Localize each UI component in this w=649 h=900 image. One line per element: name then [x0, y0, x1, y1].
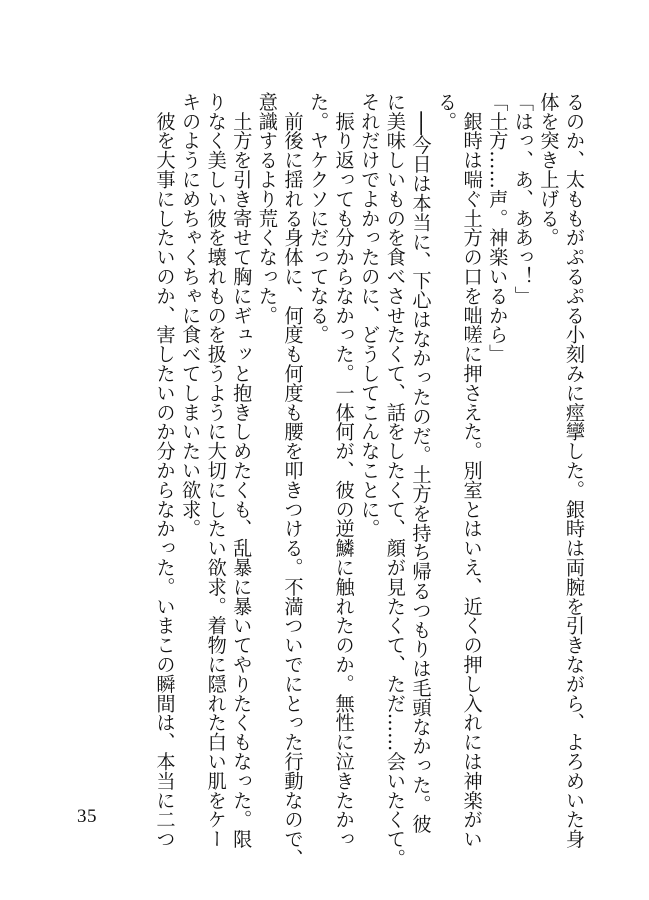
text-line: 銀時は喘ぐ土方の口を咄嗟に押さえた。別室とはいえ、近くの押し入れには神楽がい: [460, 92, 484, 849]
text-line: る。: [435, 92, 459, 131]
text-line: た。ヤケクソにだってなる。: [307, 92, 331, 345]
text-line: 土方を引き寄せて胸にギュッと抱きしめたくも、乱暴に暴いてやりたくもなった。限: [230, 92, 254, 849]
text-line: ──今日は本当に、下心はなかったのだ。土方を持ち帰るつもりは毛頭なかった。彼: [409, 92, 433, 834]
text-line: に美味しいものを食べさせたくて、話をしたくて、顔が見たくて、ただ……会いたくて。: [383, 92, 407, 868]
text-line: キのようにめちゃくちゃに食べてしまいたい欲求。: [179, 92, 203, 539]
page-number: 35: [77, 806, 97, 827]
text-line: 前後に揺れる身体に、何度も何度も腰を叩きつける。不満ついでにとった行動なので、: [281, 92, 305, 868]
text-line: りなく美しい彼を壊れものを扱うように大切にしたい欲求。着物に隠れた白い肌をケー: [204, 92, 228, 849]
text-line: るのか、太ももがぷるぷる小刻みに痙攣した。銀時は両腕を引きながら、よろめいた身: [563, 92, 586, 849]
text-line: それだけでよかったのに、どうしてこんなことに。: [358, 92, 382, 539]
text-line: 「はっ、あ、ああっ！」: [511, 92, 535, 306]
text-line: 「土方……声。神楽いるから」: [486, 92, 510, 364]
text-line: 意識するより荒くなった。: [255, 92, 279, 325]
text-line: 彼を大事にしたいのか、害したいのか分からなかった。いまこの瞬間は、本当に二つ: [153, 92, 177, 849]
text-line: 体を突き上げる。: [537, 92, 561, 248]
text-line: 振り返っても分からなかった。一体何が、彼の逆鱗に触れたのか。無性に泣きたかっ: [332, 92, 356, 849]
